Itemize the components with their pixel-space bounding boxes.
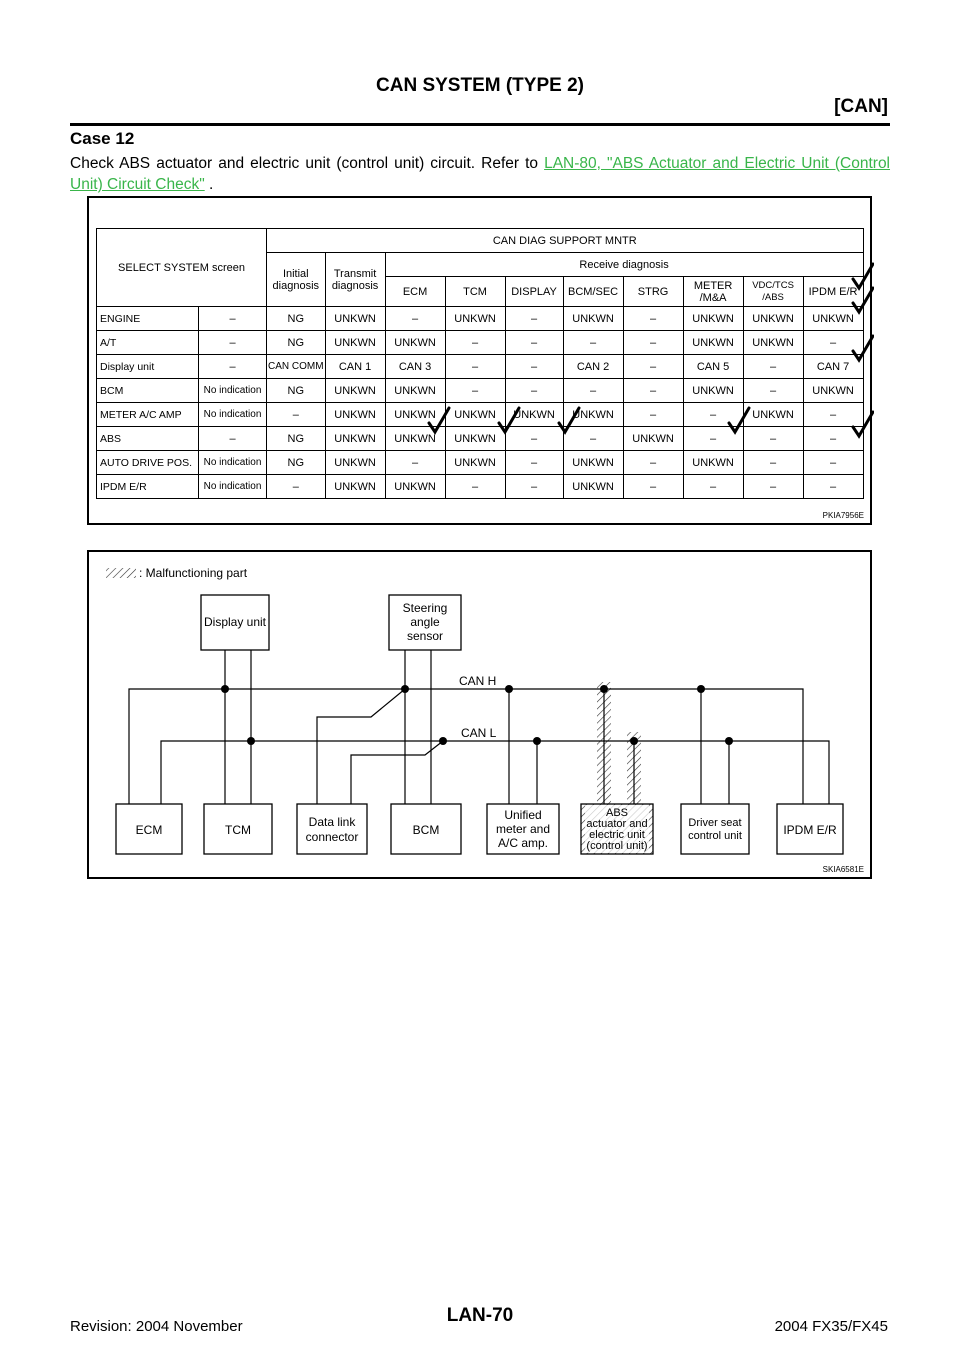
table-cell: – [199, 307, 267, 331]
can-h-label: CAN H [459, 674, 497, 688]
table-cell: – [563, 379, 623, 403]
wiring-diagram-svg [89, 552, 874, 881]
col-bcm-sec: BCM/SEC [563, 277, 623, 307]
table-cell: – [445, 355, 505, 379]
steering-label: angle [410, 615, 440, 629]
table-cell: UNKWN [385, 379, 445, 403]
display-unit-label: Display unit [203, 615, 267, 629]
table-cell: NG [267, 307, 326, 331]
header-divider [70, 123, 890, 126]
table-cell: No indication [199, 403, 267, 427]
can-diag-table-figure [87, 196, 872, 525]
support-monitor-header: CAN DIAG SUPPORT MNTR [267, 229, 864, 253]
check-mark-icon [499, 408, 519, 432]
dlc-label: Data link [308, 815, 356, 829]
table-cell: – [385, 307, 445, 331]
table-cell: – [267, 475, 326, 499]
table-cell: UNKWN [743, 331, 803, 355]
table-cell: – [803, 475, 863, 499]
meter-label: A/C amp. [497, 836, 549, 850]
junction-dot [401, 685, 409, 693]
table-cell: UNKWN [325, 331, 385, 355]
row-system-name: A/T [97, 331, 199, 355]
table-cell: – [743, 379, 803, 403]
table-cell: – [505, 475, 563, 499]
table-cell: – [623, 331, 683, 355]
table-cell: – [505, 355, 563, 379]
table-cell: UNKWN [803, 307, 863, 331]
table-cell: UNKWN [563, 451, 623, 475]
abs-label: (control unit) [586, 840, 648, 852]
table-cell: – [505, 427, 563, 451]
table-cell: CAN 7 [803, 355, 863, 379]
table-cell: UNKWN [445, 451, 505, 475]
table-cell: CAN COMM [267, 355, 326, 379]
case-heading: Case 12 [70, 129, 135, 148]
col-vdc: VDC/TCS /ABS [743, 277, 803, 307]
col-tcm: TCM [445, 277, 505, 307]
table-cell: UNKWN [505, 403, 563, 427]
table-cell: CAN 1 [325, 355, 385, 379]
junction-dot [439, 737, 447, 745]
table-cell: UNKWN [445, 427, 505, 451]
table-cell: – [803, 451, 863, 475]
table-cell: No indication [199, 451, 267, 475]
revision-text: Revision: 2004 November [70, 1318, 243, 1335]
ipdm-label: IPDM E/R [783, 823, 837, 837]
case-suffix: . [204, 176, 214, 193]
table-cell: – [683, 475, 743, 499]
check-mark-icon [853, 336, 873, 360]
steering-label: sensor [406, 629, 444, 643]
table-cell: UNKWN [325, 475, 385, 499]
table-cell: UNKWN [325, 451, 385, 475]
col-meter: METER /M&A [683, 277, 743, 307]
table-cell: UNKWN [683, 331, 743, 355]
meter-label: meter and [495, 822, 551, 836]
case-text: Check ABS actuator and electric unit (control unit) circuit. Refer to [70, 155, 545, 172]
table-cell: UNKWN [683, 307, 743, 331]
check-marks-overlay [89, 198, 874, 527]
table-cell: UNKWN [743, 307, 803, 331]
table-cell: CAN 2 [563, 355, 623, 379]
col-ecm: ECM [385, 277, 445, 307]
figure-id: PKIA7956E [822, 511, 864, 520]
col-transmit: Transmit diagnosis [325, 253, 385, 307]
dlc-label: connector [305, 830, 359, 844]
model-text: 2004 FX35/FX45 [774, 1318, 888, 1335]
check-mark-icon [853, 288, 873, 312]
bcm-label: BCM [412, 823, 440, 837]
table-cell: NG [267, 331, 326, 355]
table-cell: – [623, 475, 683, 499]
table-cell: UNKWN [325, 379, 385, 403]
table-cell: – [623, 451, 683, 475]
abs-label: electric unit [589, 829, 645, 841]
page-title: CAN SYSTEM (TYPE 2) [376, 75, 584, 96]
page-number: LAN-70 [446, 1305, 514, 1326]
junction-dot [247, 737, 255, 745]
junction-dot [725, 737, 733, 745]
col-initial: Initial diagnosis [267, 253, 326, 307]
check-mark-icon [729, 408, 749, 432]
table-cell: – [385, 451, 445, 475]
junction-dot [600, 685, 608, 693]
driver-seat-label: Driver seat [688, 817, 742, 829]
row-system-name: ABS [97, 427, 199, 451]
steering-label: Steering [402, 601, 448, 615]
tcm-label: TCM [225, 823, 251, 837]
table-cell: UNKWN [743, 403, 803, 427]
table-cell: – [563, 427, 623, 451]
meter-label: Unified [504, 808, 542, 822]
reference-link[interactable]: LAN-80, "ABS Actuator and Electric Unit (Control Unit) Circuit Check" [70, 155, 891, 193]
table-cell: – [445, 379, 505, 403]
junction-dot [630, 737, 638, 745]
table-cell: – [445, 475, 505, 499]
receive-diagnosis-header: Receive diagnosis [385, 253, 863, 277]
col-ipdm: IPDM E/R [803, 277, 863, 307]
table-cell: UNKWN [445, 403, 505, 427]
table-cell: – [267, 403, 326, 427]
table-cell: No indication [199, 475, 267, 499]
table-cell: UNKWN [683, 379, 743, 403]
figure-id: SKIA6581E [822, 865, 864, 874]
table-cell: – [623, 355, 683, 379]
table-cell: – [623, 307, 683, 331]
can-l-label: CAN L [461, 726, 497, 740]
table-cell: UNKWN [385, 331, 445, 355]
table-cell: CAN 5 [683, 355, 743, 379]
table-cell: – [445, 331, 505, 355]
table-cell: – [803, 403, 863, 427]
row-system-name: AUTO DRIVE POS. [97, 451, 199, 475]
table-cell: UNKWN [623, 427, 683, 451]
table-cell: NG [267, 427, 326, 451]
table-cell: – [563, 331, 623, 355]
col-strg: STRG [623, 277, 683, 307]
row-system-name: Display unit [97, 355, 199, 379]
table-cell: UNKWN [445, 307, 505, 331]
table-cell: UNKWN [325, 427, 385, 451]
check-mark-icon [853, 412, 873, 436]
table-cell: – [505, 331, 563, 355]
table-cell: – [199, 331, 267, 355]
check-mark-icon [559, 408, 579, 432]
section-tag: [CAN] [834, 96, 888, 117]
table-cell: – [743, 451, 803, 475]
table-cell: No indication [199, 379, 267, 403]
junction-dot [533, 737, 541, 745]
table-cell: UNKWN [325, 307, 385, 331]
table-cell: – [683, 427, 743, 451]
table-cell: UNKWN [385, 427, 445, 451]
data-link-connector-box [297, 804, 367, 854]
table-cell: – [683, 403, 743, 427]
table-cell: – [505, 379, 563, 403]
driver-seat-box [681, 804, 749, 854]
col-display: DISPLAY [505, 277, 563, 307]
can-wiring-diagram [87, 550, 872, 879]
table-cell: UNKWN [803, 379, 863, 403]
table-cell: NG [267, 379, 326, 403]
row-system-name: ENGINE [97, 307, 199, 331]
table-cell: UNKWN [683, 451, 743, 475]
table-cell: – [743, 427, 803, 451]
table-cell: – [199, 427, 267, 451]
abs-label: ABS [605, 807, 629, 819]
case-instruction [70, 153, 890, 195]
junction-dot [697, 685, 705, 693]
table-cell: – [803, 427, 863, 451]
ecm-label: ECM [135, 823, 163, 837]
junction-dot [221, 685, 229, 693]
table-cell: – [623, 379, 683, 403]
table-cell: UNKWN [325, 403, 385, 427]
row-system-name: BCM [97, 379, 199, 403]
row-system-name: IPDM E/R [97, 475, 199, 499]
check-mark-icon [429, 408, 449, 432]
table-cell: – [803, 331, 863, 355]
legend-text: : Malfunctioning part [139, 566, 248, 580]
table-cell: UNKWN [563, 475, 623, 499]
table-cell: UNKWN [385, 475, 445, 499]
abs-label: actuator and [586, 818, 648, 830]
hatch-legend-icon [106, 568, 136, 578]
table-cell: – [505, 451, 563, 475]
table-cell: UNKWN [563, 307, 623, 331]
table-cell: UNKWN [563, 403, 623, 427]
driver-seat-label: control unit [688, 830, 742, 842]
table-cell: CAN 3 [385, 355, 445, 379]
select-system-header: SELECT SYSTEM screen [97, 229, 267, 307]
table-cell: – [623, 403, 683, 427]
table-cell: – [199, 355, 267, 379]
row-system-name: METER A/C AMP [97, 403, 199, 427]
table-cell: NG [267, 451, 326, 475]
check-mark-icon [853, 264, 873, 288]
table-cell: – [743, 475, 803, 499]
table-cell: – [505, 307, 563, 331]
junction-dot [505, 685, 513, 693]
table-cell: – [743, 355, 803, 379]
table-cell: UNKWN [385, 403, 445, 427]
